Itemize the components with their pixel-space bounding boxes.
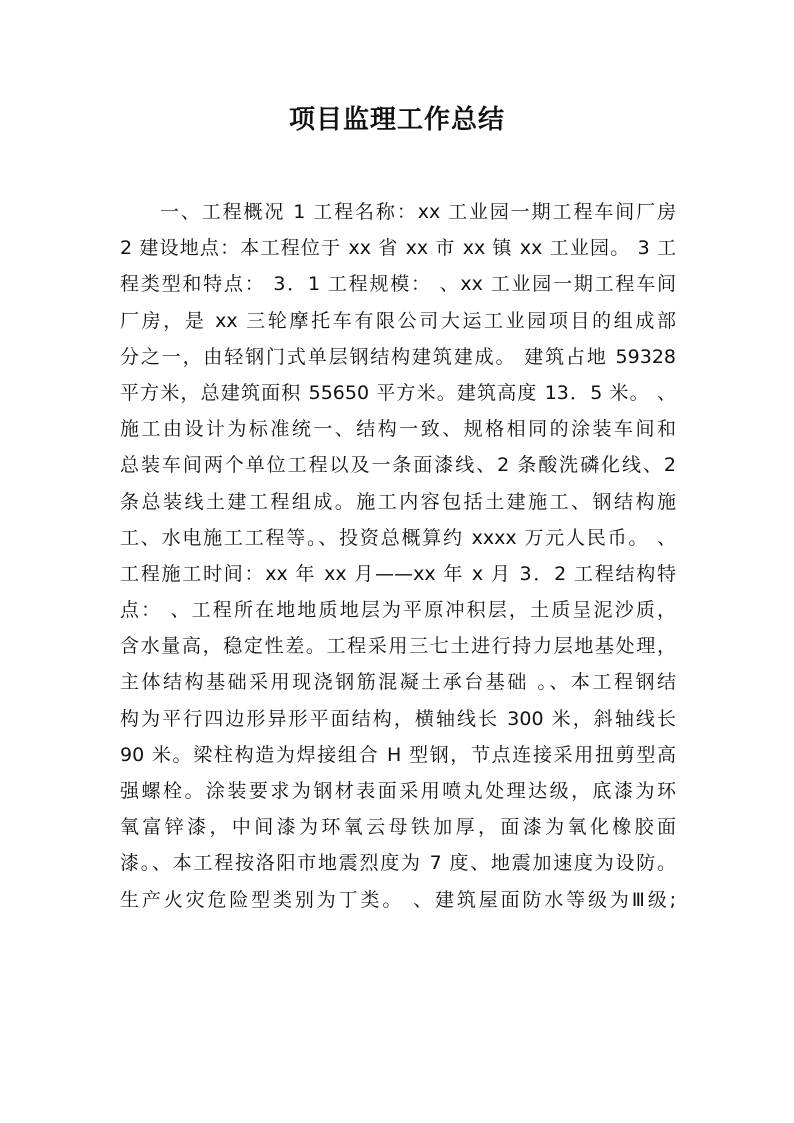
body-line: 点： 、工程所在地地质地层为平原冲积层，土质呈泥沙质， (120, 599, 676, 622)
body-line: 强螺栓。涂装要求为钢材表面采用喷丸处理达级，底漆为环 (120, 780, 676, 802)
body-line: 施工由设计为标准统一、结构一致、规格相同的涂装车间和 (120, 418, 676, 441)
body-line: 含水量高，稳定性差。工程采用三七土进行持力层地基处理， (120, 635, 676, 658)
body-line: 总装车间两个单位工程以及一条面漆线、2 条酸洗磷化线、2 (120, 454, 676, 477)
body-line: 条总装线土建工程组成。施工内容包括土建施工、钢结构施 (120, 490, 676, 513)
body-line: 生产火灾危险型类别为丁类。 、建筑屋面防水等级为Ⅲ级; (120, 888, 676, 911)
body-line: 厂房，是 xx 三轮摩托车有限公司大运工业园项目的组成部 (120, 309, 676, 332)
body-line: 主体结构基础采用现浇钢筋混凝土承台基础 。、本工程钢结 (120, 671, 676, 694)
body-line: 2 建设地点：本工程位于 xx 省 xx 市 xx 镇 xx 工业园。 3 工 (120, 237, 676, 260)
body-line: 90 米。梁柱构造为焊接组合 H 型钢，节点连接采用扭剪型高 (120, 743, 676, 766)
body-line: 分之一，由轻钢门式单层钢结构建筑建成。 建筑占地 59328 (120, 345, 676, 368)
document-body (120, 194, 676, 918)
body-line: 氧富锌漆，中间漆为环氧云母铁加厚，面漆为氧化橡胶面 (120, 816, 676, 839)
body-line: 平方米，总建筑面积 55650 平方米。建筑高度 13．5 米。 、 (120, 381, 676, 404)
body-line: 一、工程概况 1 工程名称：xx 工业园一期工程车间厂房 (160, 201, 676, 223)
body-line: 工程施工时间：xx 年 xx 月——xx 年 x 月 3．2 工程结构特 (120, 562, 676, 585)
document-title: 项目监理工作总结 (288, 105, 505, 135)
body-line: 构为平行四边形异形平面结构，横轴线长 300 米，斜轴线长 (120, 707, 676, 730)
body-line: 漆。、本工程按洛阳市地震烈度为 7 度、地震加速度为设防。 (120, 852, 676, 875)
body-line: 程类型和特点： 3．1 工程规模： 、xx 工业园一期工程车间 (120, 273, 676, 296)
body-line: 工、水电施工工程等。、投资总概算约 xxxx 万元人民币。 、 (120, 526, 676, 549)
